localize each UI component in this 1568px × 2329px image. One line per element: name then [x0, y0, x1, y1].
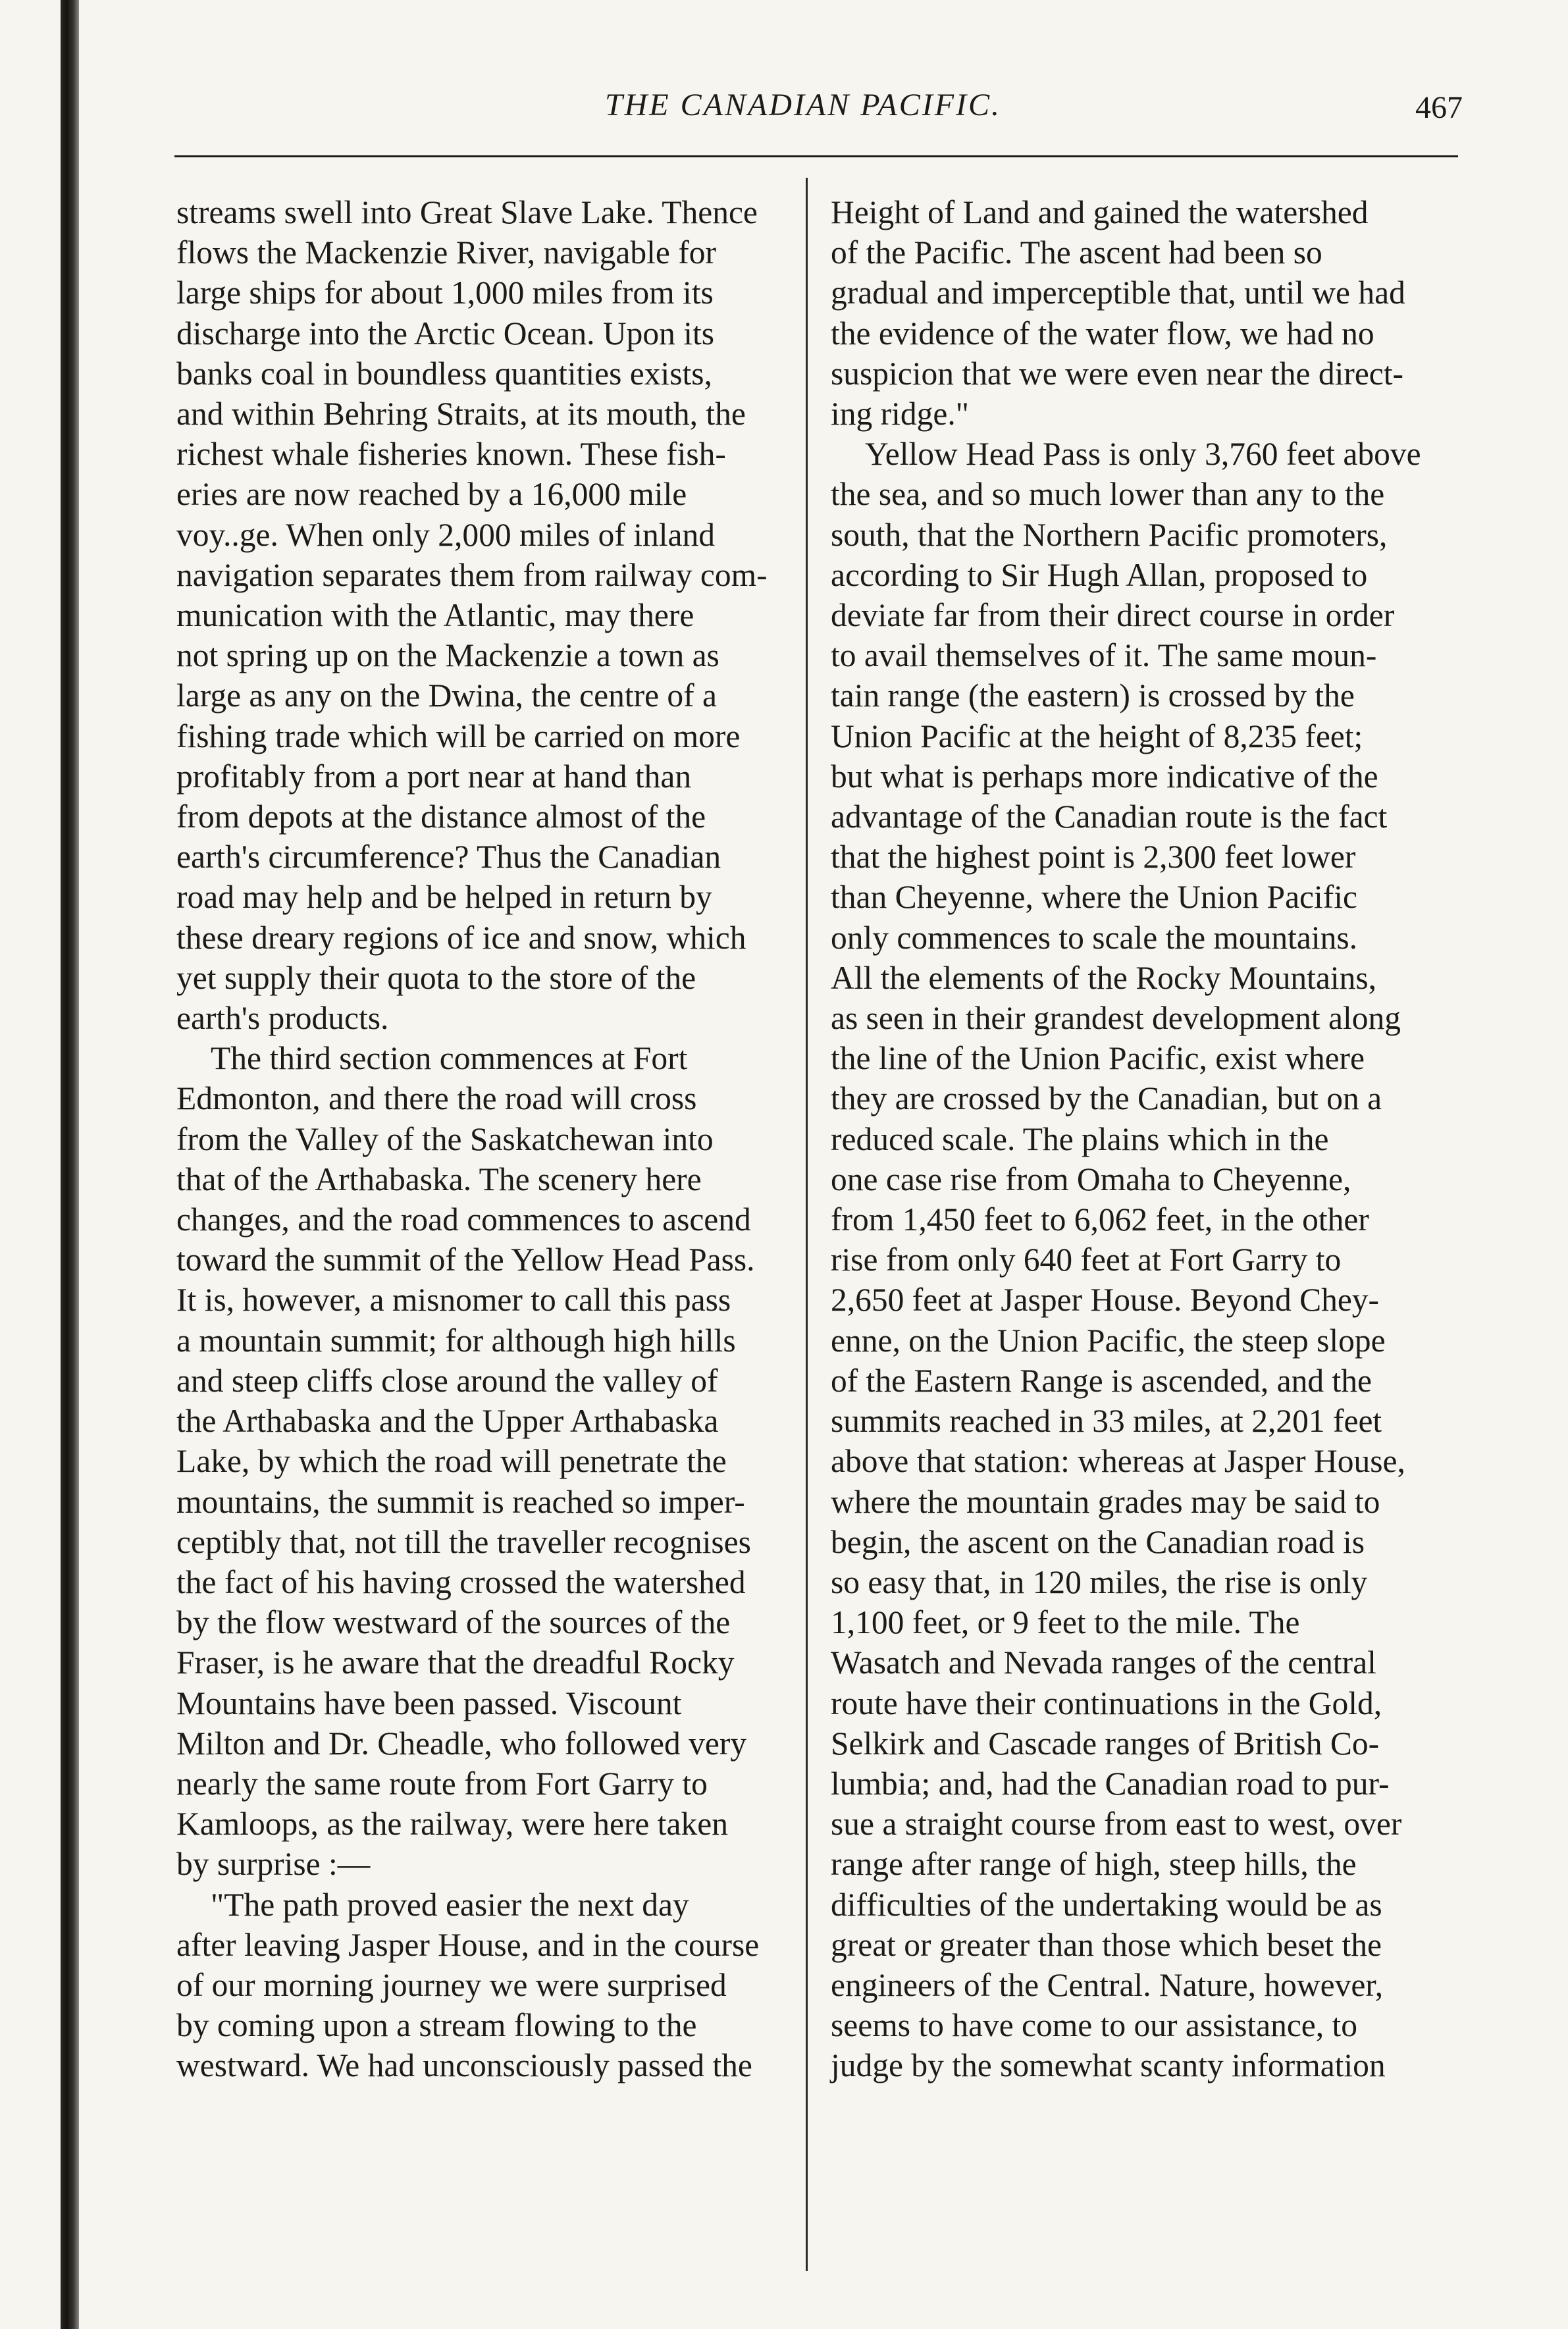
- running-head: THE CANADIAN PACIFIC.: [604, 88, 1002, 122]
- page-number: 467: [1415, 90, 1463, 125]
- paragraph: streams swell into Great Slave Lake. Thence flows the Mackenzie River, navigable for large ships for about 1,000 miles from its discharge into the Arctic Ocean. Upon its banks coal in boundless quantities exists, and within Behring Straits, at its mouth, the richest whale fisheries known. These fish- eries are now reached by a 16,000 mile voy..ge. When only 2,000 miles of inland navigation separates them from railway com- munication with the Atlantic, may there not spring up on the Mackenzie a town as large as any on the Dwina, the centre of a fishing trade which will be carried on more profitably from a port near at hand than from depots at the distance almost of the earth's circumference? Thus the Canadian road may help and be helped in return by these dreary regions of ice and snow, which yet supply their quota to the store of the earth's products.: [176, 194, 768, 1037]
- quotation-paragraph: Height of Land and gained the watershed of the Pacific. The ascent had been so gradual and imperceptible that, until we had the evidence of the water flow, we had no suspicion that we were even near the direct- ing ridge.": [831, 194, 1405, 432]
- left-column: [176, 192, 802, 2086]
- paragraph: Yellow Head Pass is only 3,760 feet above the sea, and so much lower than any to the south, that the Northern Pacific promoters, according to Sir Hugh Allan, proposed to deviate far from their direct course in order to avail themselves of it. The same moun- tain range (the eastern) is crossed by the Union Pacific at the height of 8,235 feet; but what is perhaps more indicative of the advantage of the Canadian route is the fact that the highest point is 2,300 feet lower than Cheyenne, where the Union Pacific only commences to scale the mountains. All the elements of the Rocky Mountains, as seen in their grandest development along the line of the Union Pacific, exist where they are crossed by the Canadian, but on a reduced scale. The plains which in the one case rise from Omaha to Cheyenne, from 1,450 feet to 6,062 feet, in the other rise from only 640 feet at Fort Garry to 2,650 feet at Jasper House. Beyond Chey- enne, on the Union Pacific, the steep slope of the Eastern Range is ascended, and the summits reached in 33 miles, at 2,201 feet above that station: whereas at Jasper House, where the mountain grades may be said to begin, the ascent on the Canadian road is so easy that, in 120 miles, the rise is only 1,100 feet, or 9 feet to the mile. The Wasatch and Nevada ranges of the central route have their continuations in the Gold, Selkirk and Cascade ranges of British Co- lumbia; and, had the Canadian road to pur- sue a straight course from east to west, over range after range of high, steep hills, the difficulties of the undertaking would be as great or greater than those which beset the engineers of the Central. Nature, however, seems to have come to our assistance, to judge by the somewhat scanty information: [831, 436, 1421, 2084]
- quotation-paragraph: "The path proved easier the next day after leaving Jasper House, and in the course of our morning journey we were surprised by coming upon a stream flowing to the westward. We had unconsciously passed the: [176, 1886, 760, 2084]
- header-rule: [174, 155, 1458, 157]
- column-divider: [806, 178, 808, 2271]
- paragraph: The third section commences at Fort Edmonton, and there the road will cross from the Valley of the Saskatchewan into that of the Arthabaska. The scenery here changes, and the road commences to ascend toward the summit of the Yellow Head Pass. It is, however, a misnomer to call this pass a mountain summit; for although high hills and steep cliffs close around the valley of the Arthabaska and the Upper Arthabaska Lake, by which the road will penetrate the mountains, the summit is reached so imper- ceptibly that, not till the traveller recognises the fact of his having crossed the watershed by the flow westward of the sources of the Fraser, is he aware that the dreadful Rocky Mountains have been passed. Viscount Milton and Dr. Cheadle, who followed very nearly the same route from Fort Garry to Kamloops, as the railway, were here taken by surprise :—: [176, 1040, 755, 1883]
- right-column: [831, 192, 1459, 2086]
